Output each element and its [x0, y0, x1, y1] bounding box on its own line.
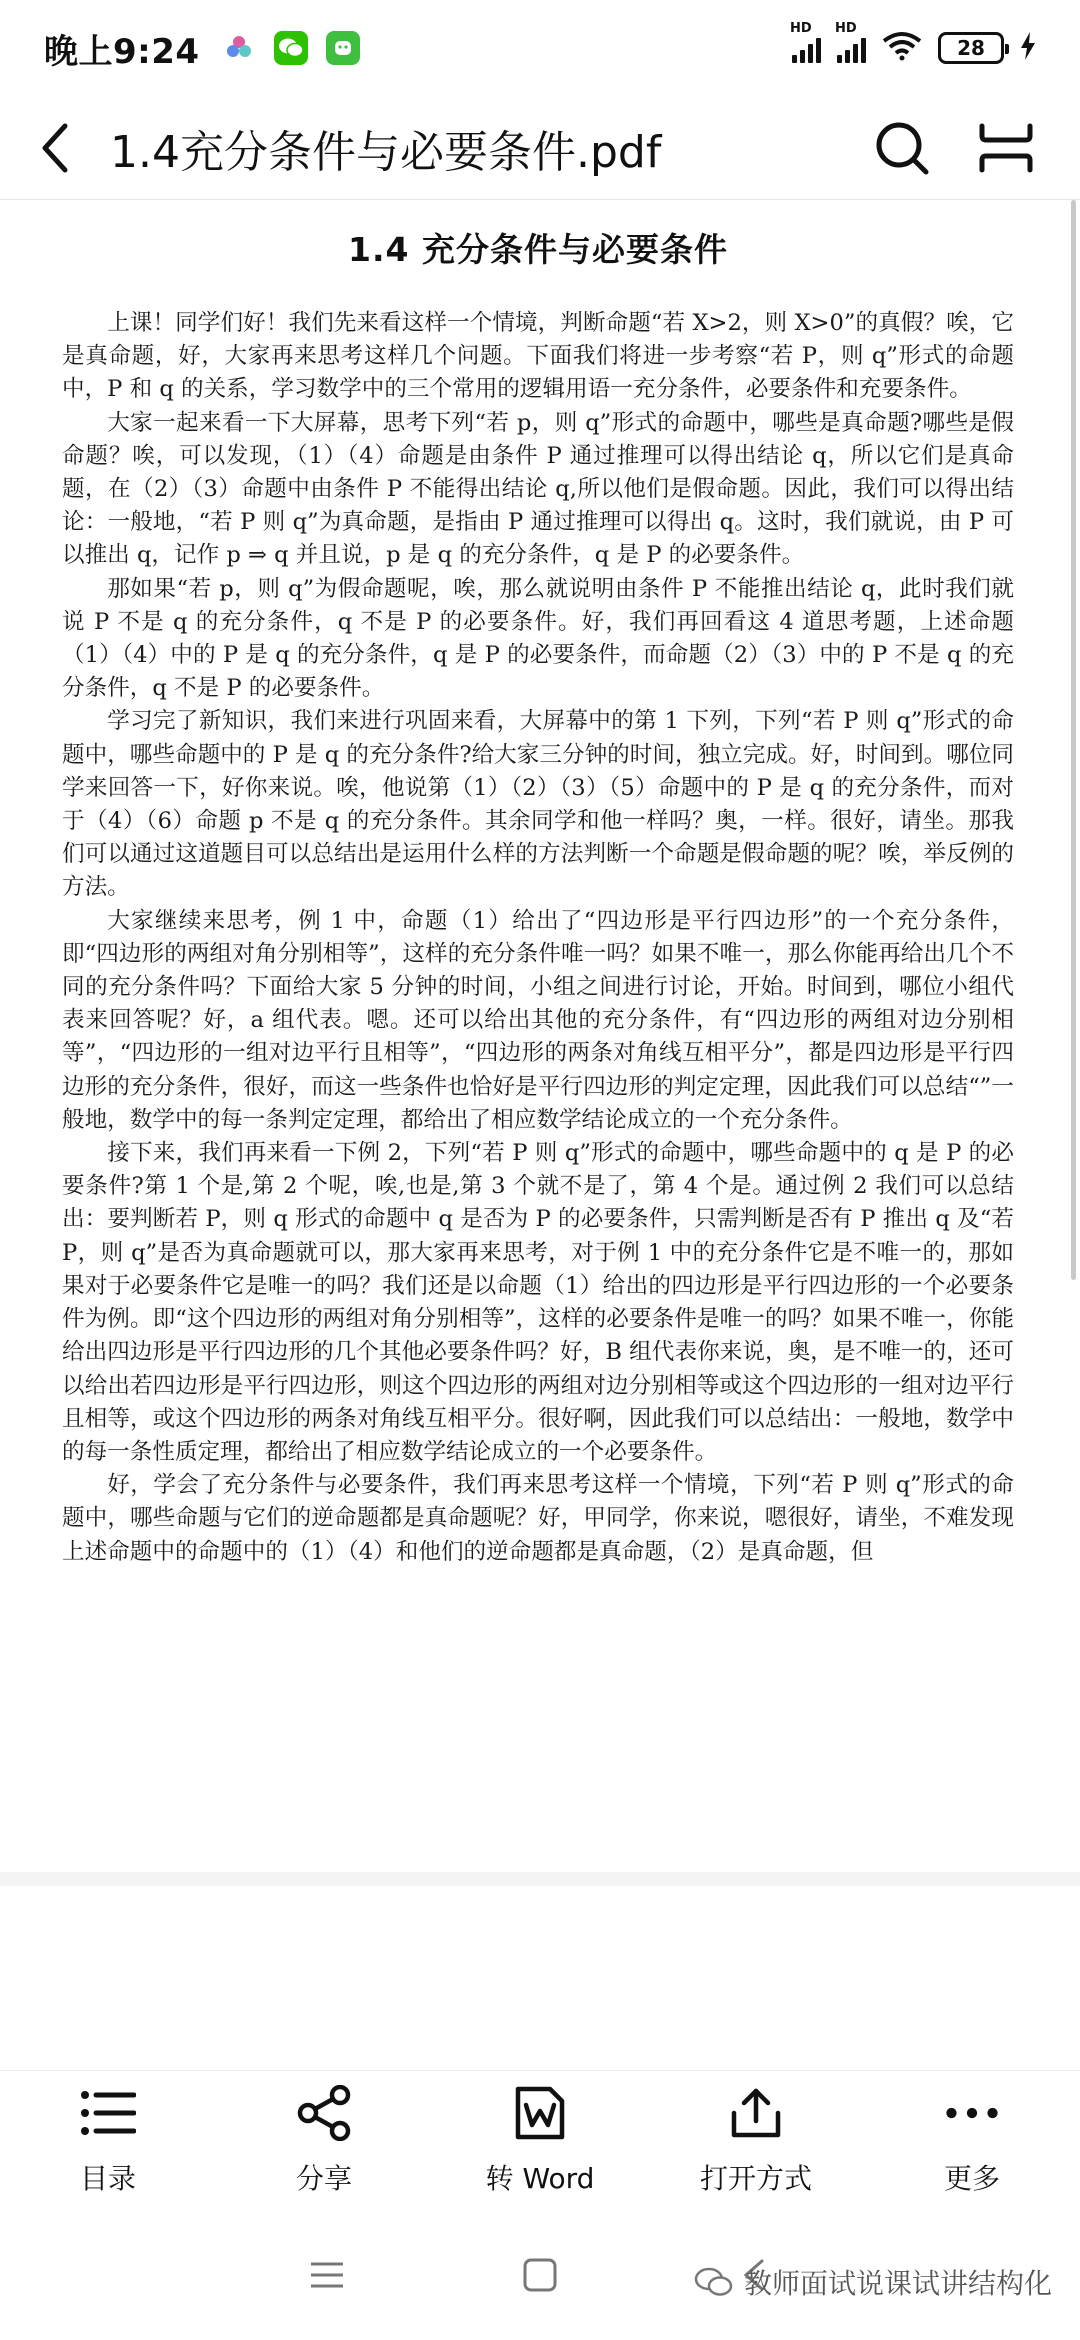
wechat-logo-icon: [694, 2266, 734, 2298]
open-with-label: 打开方式: [699, 2161, 812, 2195]
flower-app-icon: [222, 31, 256, 65]
status-bar: [0, 0, 1080, 96]
convert-word-label: 转 Word: [485, 2161, 595, 2195]
pdf-page: [0, 200, 1080, 1872]
share-label: 分享: [295, 2161, 352, 2195]
menu-icon: [309, 2260, 345, 2290]
paragraph: 大家一起来看一下大屏幕，思考下列“若 p，则 q”形式的命题中，哪些是真命题?哪些是假命题？唉，可以发现，（1）（4）命题是由条件 P 通过推理可以得出结论 q，所以它们是真命题，在（2）（3）命题中由条件 P 不能得出结论 q,所以他们是假命题。因此，我们可以得出结论：一般地，“若 P 则 q”为真命题，是指由 P 通过推理可以得出 q。这时，我们就说，由 P 可以推出 q，记作 p ⇒ q 并且说，p 是 q 的充分条件，q 是 P 的必要条件。: [62, 409, 1014, 569]
toc-button[interactable]: [0, 2071, 216, 2210]
app-header: [0, 96, 1080, 200]
green-app-icon: [326, 31, 360, 65]
paragraph: 接下来，我们再来看一下例 2，下列“若 P 则 q”形式的命题中，哪些命题中的 q 是 P 的必要条件?第 1 个是,第 2 个呢，唉,也是,第 3 个就不是了，第 4 个是。通过例 2 我们可以总结出：要判断若 P，则 q 形式的命题中 q 是否为 P 的必要条件，只需判断是否有 P 推出 q 及“若 P，则 q”是否为真命题就可以，那大家再来思考，对于例 1 中的充分条件它是不唯一的，那如果对于必要条件它是唯一的吗？我们还是以命题（1）给出的四边形是平行四边形的一个必要条件为例。即“这个四边形的两组对角分别相等”，这样的必要条件是唯一的吗？如果不唯一，你能给出四边形是平行四边形的几个其他必要条件吗？好，B 组代表你来说，奥，是不唯一的，还可以给出若四边形是平行四边形，则这个四边形的两组对边分别相等或这个四边形的一组对边平行且相等，或这个四边形的两条对角线互相平分。很好啊，因此我们可以总结出：一般地，数学中的每一条性质定理，都给出了相应数学结论成立的一个必要条件。: [62, 1140, 1014, 1465]
signal-icon: [790, 21, 821, 63]
back-arrow-icon: [35, 120, 75, 176]
pdf-page-next: [0, 1886, 1080, 2070]
open-with-button[interactable]: [648, 2071, 864, 2210]
file-title: 1.4充分条件与必要条件.pdf: [110, 126, 662, 178]
share-icon: [296, 2085, 352, 2141]
paragraph: 学习完了新知识，我们来进行巩固来看，大屏幕中的第 1 下列，下列“若 P 则 q”形式的命题中，哪些命题中的 P 是 q 的充分条件?给大家三分钟的时间，独立完成。好，时间到。哪位同学来回答一下，好你来说。唉，他说第（1）（2）（3）（5）命题中的 P 是 q 的充分条件，而对于（4）（6）命题 p 不是 q 的充分条件。其余同学和他一样吗？奥，一样。很好，请坐。那我们可以通过这道题目可以总结出是运用什么样的方法判断一个命题是假命题的呢？唉，举反例的方法。: [62, 708, 1014, 901]
status-time: 晚上9:24: [44, 31, 200, 72]
paragraph: 大家继续来思考，例 1 中，命题（1）给出了“四边形是平行四边形”的一个充分条件，即“四边形的两组对角分别相等”，这样的充分条件唯一吗？如果不唯一，那么你能再给出几个不同的充分条件吗？下面给大家 5 分钟的时间，小组之间进行讨论，开始。时间到，哪位小组代表来回答呢？好，a 组代表。嗯。还可以给出其他的充分条件，有“四边形的两组对边分别相等”，“四边形的一组对边平行且相等”，“四边形的两条对角线互相平分”，都是四边形是平行四边形的充分条件，很好，而这一些条件也恰好是平行四边形的判定定理，因此我们可以总结“”一般地，数学中的每一条判定定理，都给出了相应数学结论成立的一个充分条件。: [62, 907, 1014, 1133]
word-file-icon: [512, 2085, 568, 2141]
fullscreen-button[interactable]: [974, 116, 1038, 180]
paragraph: 好，学会了充分条件与必要条件，我们再来思考这样一个情境，下列“若 P 则 q”形式的命题中，哪些命题与它们的逆命题都是真命题呢？好，甲同学，你来说，嗯很好，请坐，不难发现上述命题中的命题中的（1）（4）和他们的逆命题都是真命题，（2）是真命题，但: [62, 1472, 1014, 1565]
status-notification-icons: [222, 31, 360, 65]
search-button[interactable]: [870, 116, 934, 180]
document-title: 1.4 充分条件与必要条件: [348, 230, 728, 269]
charging-icon: [1020, 32, 1036, 64]
battery-level: 28: [957, 36, 985, 60]
bottom-toolbar: [0, 2070, 1080, 2210]
watermark-text: 教师面试说课试讲结构化: [743, 2267, 1052, 2300]
convert-word-button[interactable]: [432, 2071, 648, 2210]
hd-label-2: HD: [835, 21, 857, 36]
paragraph: 上课！同学们好！我们先来看这样一个情境，判断命题“若 X>2，则 X>0”的真假？唉，它是真命题，好，大家再来思考这样几个问题。下面我们将进一步考察“若 P，则 q”形式的命题中，P 和 q 的关系，学习数学中的三个常用的逻辑用语一充分条件，必要条件和充要条件。: [62, 310, 1014, 403]
share-button[interactable]: [216, 2071, 432, 2210]
expand-icon: [978, 120, 1034, 176]
more-dots-icon: [944, 2085, 1000, 2141]
home-nav-button[interactable]: [510, 2245, 570, 2305]
list-icon: [80, 2085, 136, 2141]
signal-icon-2: [835, 21, 866, 63]
more-label: 更多: [943, 2161, 1000, 2195]
wifi-icon: [882, 31, 922, 65]
wechat-icon: [274, 31, 308, 65]
search-icon: [872, 118, 932, 178]
toc-label: 目录: [79, 2161, 136, 2195]
hd-label: HD: [790, 21, 812, 36]
scrollbar[interactable]: [1071, 200, 1076, 1280]
battery-icon: [938, 32, 1004, 64]
home-square-icon: [522, 2257, 558, 2293]
upload-icon: [728, 2085, 784, 2141]
status-system-icons: [790, 21, 1036, 65]
watermark: [694, 2262, 1052, 2302]
menu-nav-button[interactable]: [297, 2245, 357, 2305]
paragraph: 那如果“若 p，则 q”为假命题呢，唉，那么就说明由条件 P 不能推出结论 q，此时我们就说 P 不是 q 的充分条件，q 不是 P 的必要条件。好，我们再回看这 4 道思考题，上述命题（1）（4）中的 P 是 q 的充分条件，q 是 P 的必要条件，而命题（2）（3）中的 P 不是 q 的充分条件，q 不是 P 的必要条件。: [62, 575, 1014, 702]
back-button[interactable]: [0, 96, 110, 200]
more-button[interactable]: [864, 2071, 1080, 2210]
document-viewer[interactable]: [0, 200, 1080, 2070]
